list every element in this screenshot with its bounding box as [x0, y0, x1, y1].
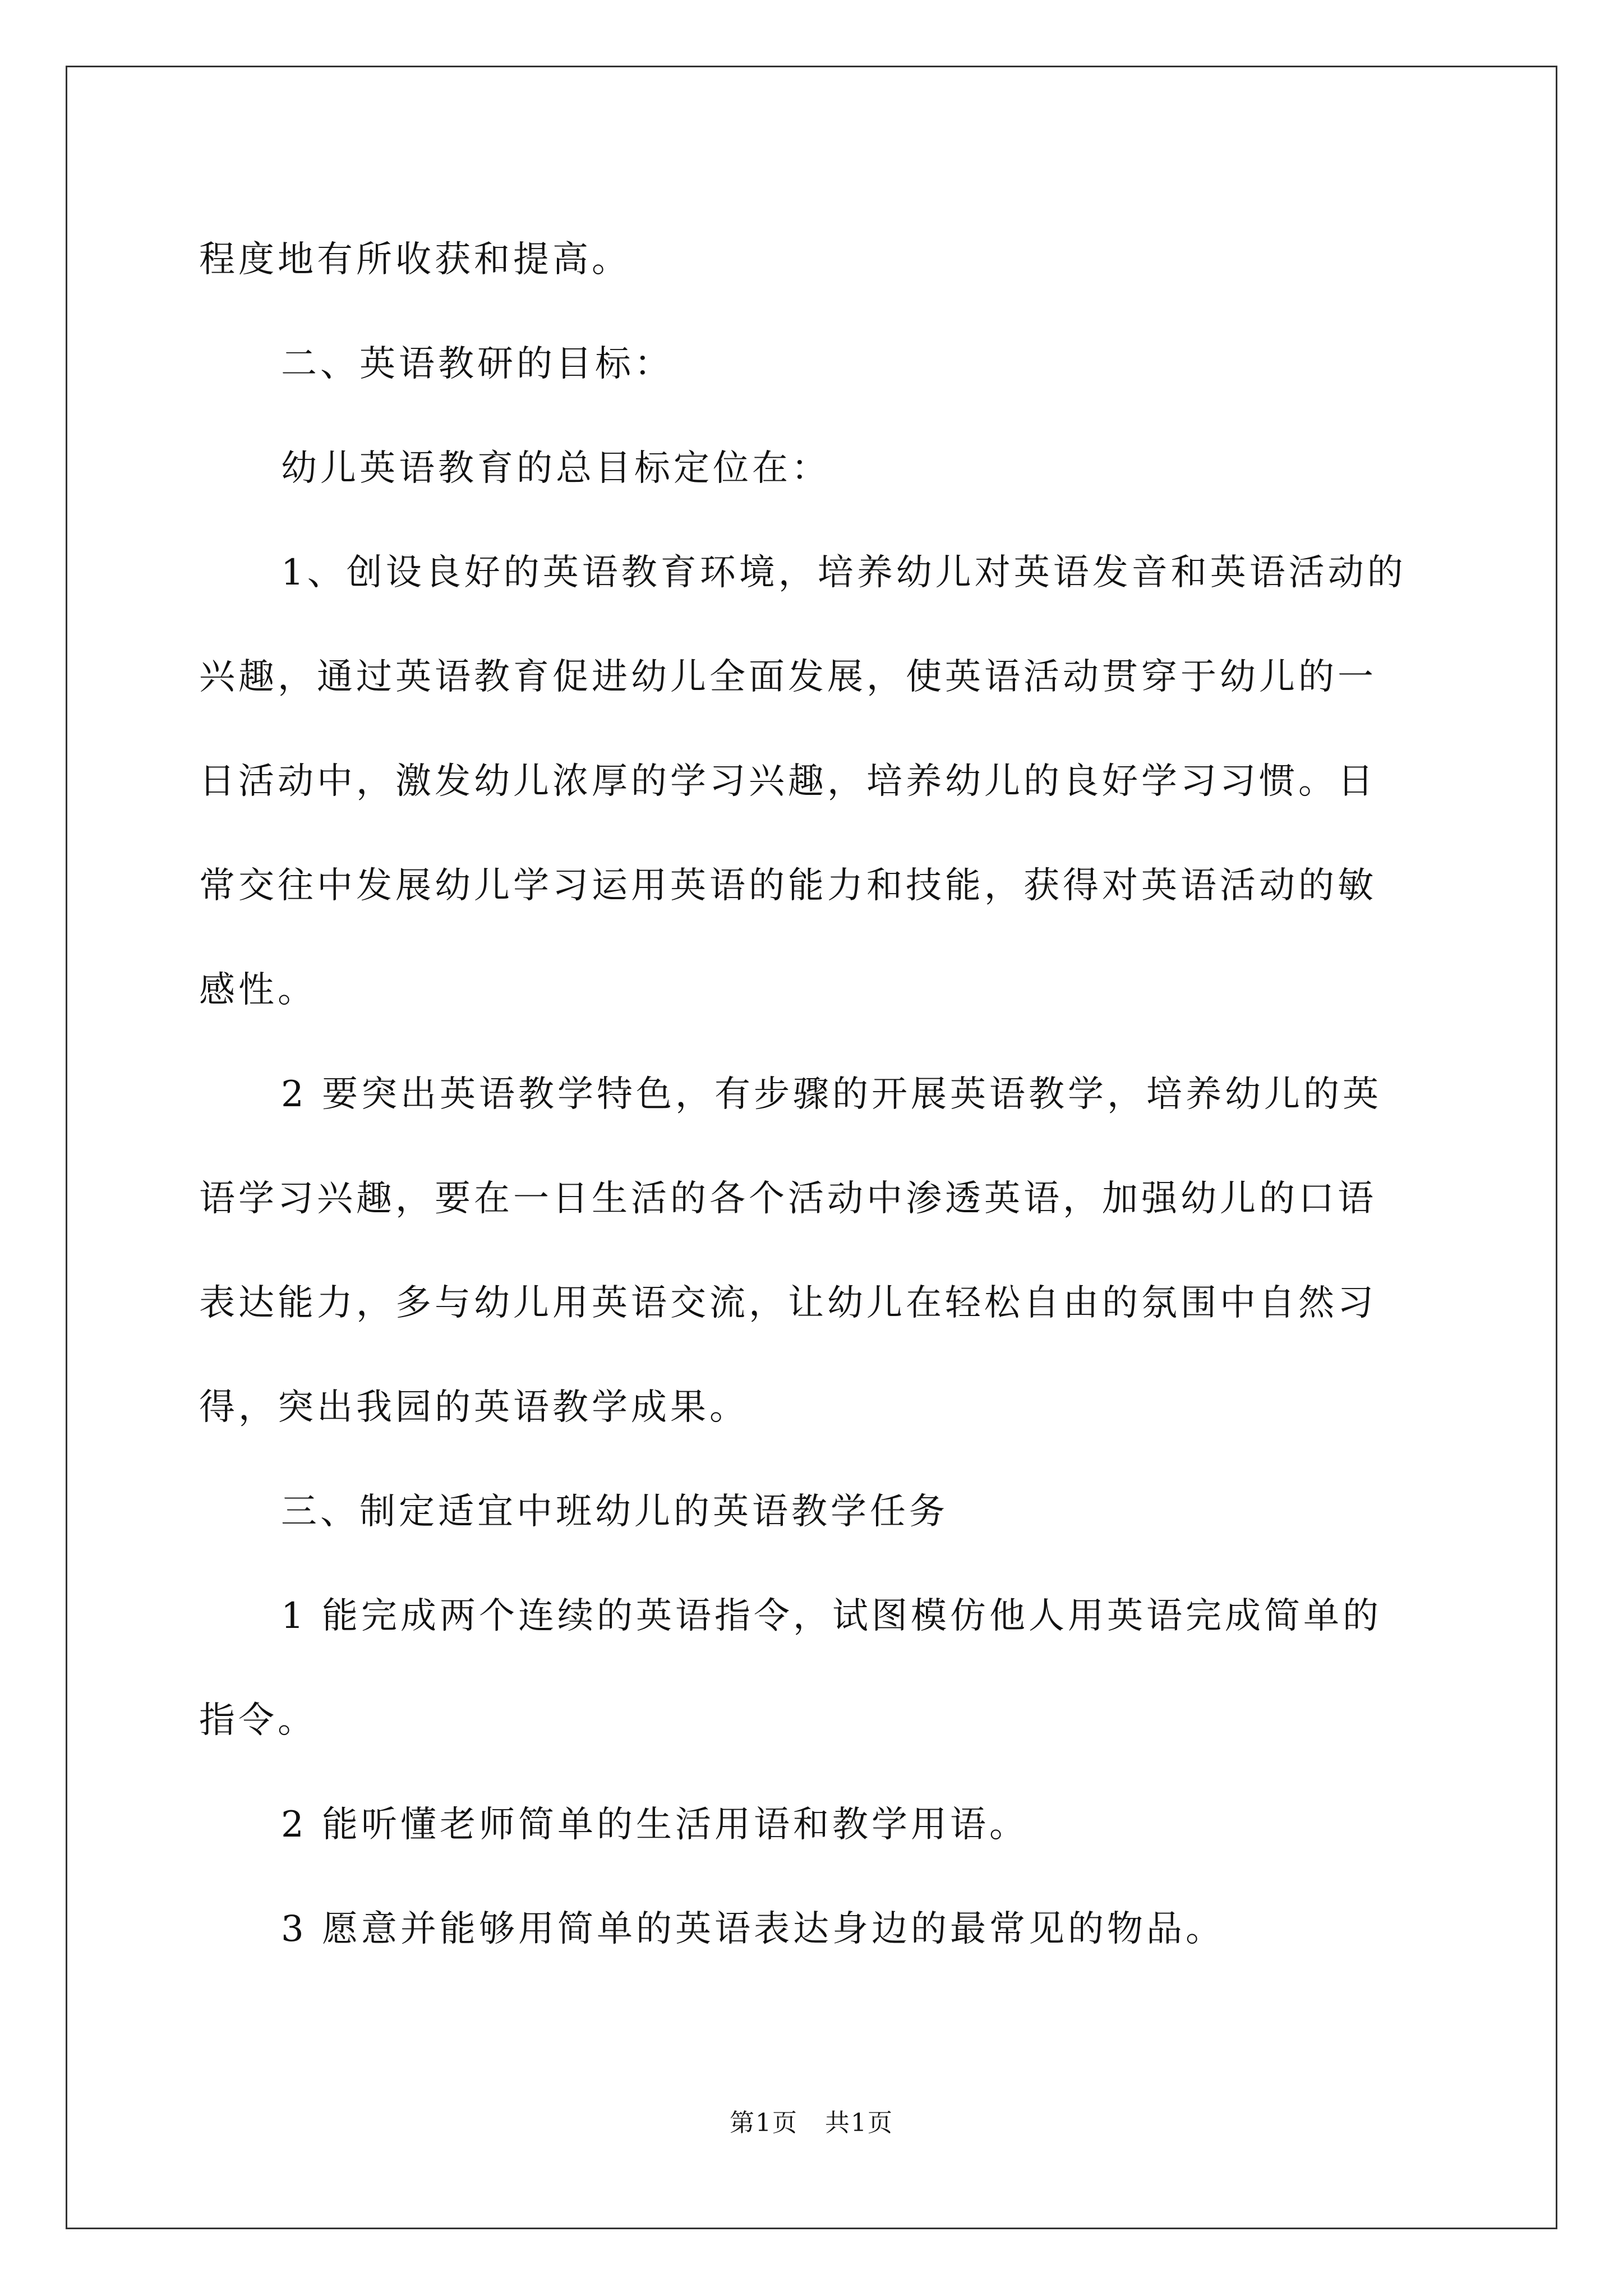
document-body: [199, 208, 1433, 1981]
text-line: 程度地有所收获和提高。: [199, 239, 631, 280]
text-line: 表达能力，多与幼儿用英语交流，让幼儿在轻松自由的氛围中自然习: [199, 1282, 1377, 1324]
text-line: 常交往中发展幼儿学习运用英语的能力和技能，获得对英语活动的敏: [199, 865, 1377, 907]
text-line: 日活动中，激发幼儿浓厚的学习兴趣，培养幼儿的良好学习习惯。日: [199, 761, 1377, 802]
section-heading-goals: 二、英语教研的目标：: [281, 343, 674, 385]
task-item-2: 2 能听懂老师简单的生活用语和教学用语。: [281, 1804, 1029, 1846]
list-item-2: 2 要突出英语教学特色，有步骤的开展英语教学，培养幼儿的英: [281, 1074, 1382, 1115]
text-line: 指令。: [199, 1700, 317, 1741]
text-line: 幼儿英语教育的总目标定位在：: [281, 448, 831, 489]
page-number: 第1页: [730, 2109, 799, 2137]
text-line: 得，突出我园的英语教学成果。: [199, 1387, 749, 1428]
section-heading-tasks: 三、制定适宜中班幼儿的英语教学任务: [281, 1491, 948, 1533]
text-line: 兴趣，通过英语教育促进幼儿全面发展，使英语活动贯穿于幼儿的一: [199, 656, 1377, 698]
text-line: 语学习兴趣，要在一日生活的各个活动中渗透英语，加强幼儿的口语: [199, 1178, 1377, 1220]
text-line: 感性。: [199, 969, 317, 1011]
list-item-1: 1、创设良好的英语教育环境，培养幼儿对英语发音和英语活动的: [281, 552, 1407, 593]
task-item-1: 1 能完成两个连续的英语指令，试图模仿他人用英语完成简单的: [281, 1595, 1382, 1637]
page-footer: [0, 2106, 1623, 2140]
footer-spacer: [798, 2109, 825, 2137]
task-item-3: 3 愿意并能够用简单的英语表达身边的最常见的物品。: [281, 1908, 1225, 1950]
page-total: 共1页: [824, 2109, 893, 2137]
